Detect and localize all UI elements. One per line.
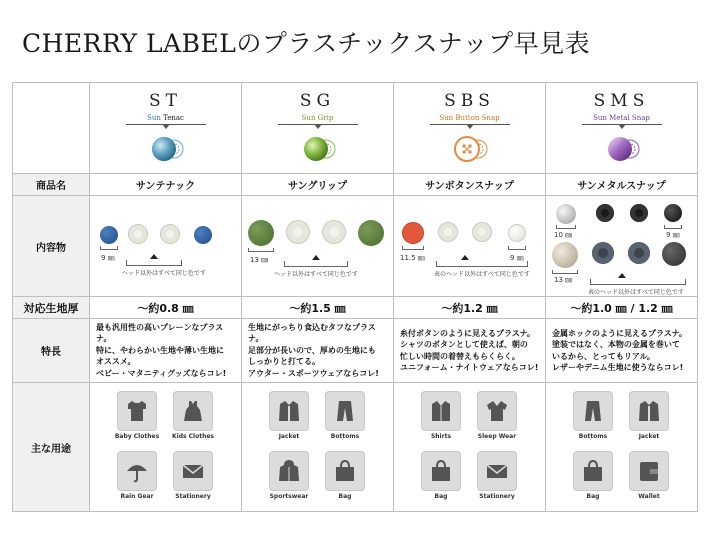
dimension-line <box>664 225 682 229</box>
feature-line: 塗装ではなく、本物の金属を巻いて <box>552 340 680 349</box>
header-sg <box>242 83 394 174</box>
use-label: Jacket <box>278 433 300 440</box>
use-item <box>626 451 672 500</box>
row-label-name: 商品名 <box>13 174 90 196</box>
envelope-icon <box>173 451 213 491</box>
use-label: Stationery <box>175 493 211 500</box>
use-item <box>570 391 616 440</box>
use-item <box>418 391 464 440</box>
subtitle-rule <box>278 124 358 125</box>
dimension-line <box>556 225 576 229</box>
use-label: Jacket <box>638 433 660 440</box>
feature-line: 最も汎用性の高いプレーンなプラスナ。 <box>96 322 224 344</box>
use-label: Rain Gear <box>120 493 154 500</box>
features-st <box>90 319 242 383</box>
use-label: Sleep Wear <box>477 433 517 440</box>
pointer-arrow <box>461 255 469 260</box>
use-label: Baby Clothes <box>114 433 160 440</box>
feature-line: 生地にがっちり食込むタフなプラスナ。 <box>248 322 376 344</box>
snap-stud-white <box>322 220 346 244</box>
use-item <box>266 391 312 440</box>
subtitle-rule <box>582 124 662 125</box>
use-item <box>626 391 672 440</box>
feature-line: 忙しい時間の着替えもらくらく。 <box>400 351 520 361</box>
feature-line: 金属ホックのように見えるプラスナ。 <box>552 328 688 338</box>
snap-socket-white <box>286 220 310 244</box>
name-row <box>13 174 698 196</box>
use-label: Bag <box>586 493 600 500</box>
feature-line: 糸付ボタンのように見えるプラスナ。 <box>400 328 536 338</box>
use-item <box>474 391 520 440</box>
use-label: Stationery <box>479 493 515 500</box>
contents-row <box>13 196 698 297</box>
product-code: SBS <box>444 91 495 111</box>
color-note: 表のヘッド以外はすべて同じ色です <box>588 289 684 296</box>
contents-sms <box>546 196 698 297</box>
thickness-value: ～約1.2 ㎜ <box>394 297 546 319</box>
dimension-line <box>508 246 526 250</box>
snap-cap-blue <box>194 226 212 244</box>
shirt-icon <box>421 391 461 431</box>
color-note: ヘッド以外はすべて同じ色です <box>122 270 206 277</box>
snap-stud-black <box>630 204 648 222</box>
thickness-value: ～約0.8 ㎜ <box>90 297 242 319</box>
snap-cap-red-button <box>402 222 424 244</box>
use-label: Shirts <box>430 433 452 440</box>
snap-cap-blue <box>100 226 118 244</box>
snap-stud-gray <box>628 242 650 264</box>
snap-cap-green <box>248 220 274 246</box>
header-row <box>13 83 698 174</box>
thickness-value: ～約1.0 ㎜ / 1.2 ㎜ <box>546 297 698 319</box>
use-item <box>474 451 520 500</box>
product-name: サンメタルスナップ <box>546 174 698 196</box>
envelope-icon <box>477 451 517 491</box>
use-label: Sportswear <box>269 493 309 500</box>
dimension-label: 9 ㎜ <box>101 254 115 262</box>
product-code: SG <box>299 91 336 111</box>
feature-line: レザーやデニム生地に使うならコレ! <box>552 363 684 372</box>
contents-st <box>90 196 242 297</box>
pointer-arrow <box>312 255 320 260</box>
product-code: SMS <box>593 91 650 111</box>
uses-sg <box>242 383 394 512</box>
subtitle-rule <box>430 124 510 125</box>
dimension-label: 13 ㎜ <box>554 276 573 284</box>
pants-icon <box>573 391 613 431</box>
dimension-line <box>248 248 274 252</box>
dimension-label: 11.5 ㎜ <box>400 254 425 262</box>
use-label: Wallet <box>638 493 660 500</box>
product-name: サングリップ <box>242 174 394 196</box>
wallet-icon <box>629 451 669 491</box>
pants-icon <box>325 391 365 431</box>
product-subtitle: Sun Metal Snap <box>593 114 650 122</box>
feature-line: しっかりと打てる。 <box>248 357 320 367</box>
contents-sg <box>242 196 394 297</box>
use-label: Kids Clothes <box>171 433 215 440</box>
dimension-label: 9 ㎜ <box>666 231 680 239</box>
feature-line: ベビー・マタニティグッズならコレ! <box>96 368 227 378</box>
feature-line: いるから、とってもリアル。 <box>552 351 655 361</box>
row-label-contents: 内容物 <box>13 196 90 297</box>
umbrella-icon <box>117 451 157 491</box>
baby-clothes-icon <box>117 391 157 431</box>
corner-cell <box>13 83 90 174</box>
row-label-features: 特長 <box>13 319 90 383</box>
use-item <box>266 451 312 500</box>
feature-line: 足部分が長いので、厚めの生地にも <box>248 345 376 355</box>
product-subtitle: Sun Tenac <box>147 114 184 122</box>
bracket-line <box>590 279 686 285</box>
uses-sbs <box>394 383 546 512</box>
snap-stud-white <box>160 224 180 244</box>
snap-cap-green <box>358 220 384 246</box>
color-note: ヘッド以外はすべて同じ色です <box>274 271 358 278</box>
thickness-row <box>13 297 698 319</box>
features-sbs <box>394 319 546 383</box>
use-item <box>322 451 368 500</box>
dimension-label: 10 ㎜ <box>554 231 573 239</box>
snap-socket-white <box>438 222 458 242</box>
dimension-line <box>100 246 118 250</box>
snap-cap-gold <box>552 242 578 268</box>
snap-socket-black <box>596 204 614 222</box>
bracket-line <box>284 261 348 267</box>
header-st <box>90 83 242 174</box>
bag-icon <box>421 451 461 491</box>
use-item <box>114 451 160 500</box>
product-name: サンボタンスナップ <box>394 174 546 196</box>
row-label-thickness: 対応生地厚 <box>13 297 90 319</box>
features-row <box>13 319 698 383</box>
header-sbs <box>394 83 546 174</box>
sbs-button-image <box>451 130 489 168</box>
pointer-arrow <box>618 273 626 278</box>
uses-row <box>13 383 698 512</box>
dimension-line <box>402 246 424 250</box>
jacket-icon <box>269 391 309 431</box>
subtitle-rule <box>126 124 206 125</box>
use-item <box>170 391 216 440</box>
use-item <box>322 391 368 440</box>
snap-socket-white <box>128 224 148 244</box>
feature-line: 特に、やわらかい生地や薄い生地に <box>96 345 224 355</box>
dimension-label: 13 ㎜ <box>250 256 269 264</box>
use-label: Bag <box>338 493 352 500</box>
bag-icon <box>325 451 365 491</box>
use-item <box>114 391 160 440</box>
use-item <box>170 451 216 500</box>
use-item <box>570 451 616 500</box>
row-label-uses: 主な用途 <box>13 383 90 512</box>
dimension-line <box>552 270 578 274</box>
feature-line: シャツのボタンとして使えば、朝の <box>400 340 528 349</box>
use-item <box>418 451 464 500</box>
snap-stud-white <box>472 222 492 242</box>
sms-button-image <box>603 130 641 168</box>
snap-cap-white <box>508 224 526 242</box>
color-note: 表のヘッド以外はすべて同じ色です <box>434 271 530 278</box>
bag-icon <box>573 451 613 491</box>
sg-button-image <box>299 130 337 168</box>
features-sms <box>546 319 698 383</box>
pointer-arrow <box>150 254 158 259</box>
product-name: サンテナック <box>90 174 242 196</box>
feature-line: オススメ。 <box>96 357 136 367</box>
thickness-value: ～約1.5 ㎜ <box>242 297 394 319</box>
header-sms <box>546 83 698 174</box>
use-label: Bottoms <box>330 433 360 440</box>
feature-line: ユニフォーム・ナイトウェアならコレ! <box>400 363 539 372</box>
jacket-icon <box>629 391 669 431</box>
kids-clothes-icon <box>173 391 213 431</box>
product-code: ST <box>149 91 182 111</box>
feature-line: アウター・スポーツウェアならコレ! <box>248 368 379 378</box>
snap-cap-black <box>664 204 682 222</box>
snap-cap-dark <box>662 242 686 266</box>
bracket-line <box>436 261 528 267</box>
product-subtitle: Sun Grip <box>301 114 334 122</box>
snap-comparison-table <box>12 82 698 512</box>
contents-sbs <box>394 196 546 297</box>
st-button-image <box>147 130 185 168</box>
use-label: Bag <box>434 493 448 500</box>
uses-st <box>90 383 242 512</box>
snap-socket-gray <box>592 242 614 264</box>
page-title: CHERRY LABELのプラスチックスナップ早見表 <box>22 29 591 58</box>
bracket-line <box>126 260 182 266</box>
snap-cap-silver <box>556 204 576 224</box>
product-subtitle: Sun Button Snap <box>439 114 500 122</box>
hoodie-icon <box>269 451 309 491</box>
uses-sms <box>546 383 698 512</box>
dimension-label: 9 ㎜ <box>510 254 524 262</box>
use-label: Bottoms <box>578 433 608 440</box>
features-sg <box>242 319 394 383</box>
sleepwear-icon <box>477 391 517 431</box>
